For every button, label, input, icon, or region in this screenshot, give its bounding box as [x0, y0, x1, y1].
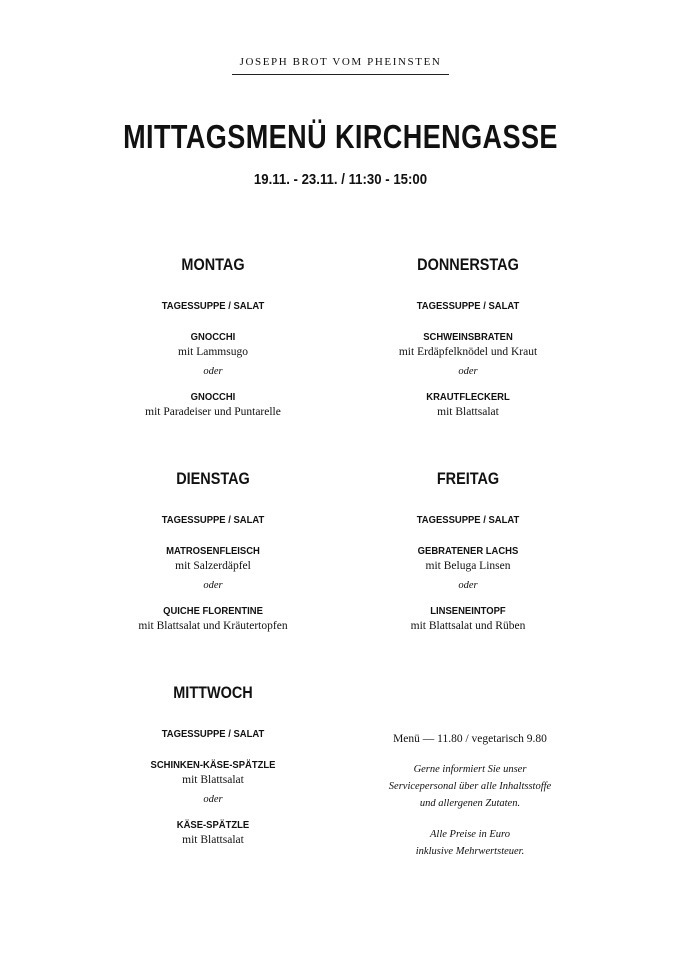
day-block-freitag [338, 468, 598, 634]
dish-description: mit Salzerdäpfel [175, 560, 251, 572]
day-block-donnerstag [338, 254, 598, 420]
page-title: MITTAGSMENÜ KIRCHENGASSE [123, 118, 558, 155]
dish-description: mit Blattsalat [182, 834, 244, 846]
soup-salad-label: TAGESSUPPE / SALAT [161, 300, 265, 312]
dish-description: mit Beluga Linsen [425, 560, 511, 572]
dish-name: GNOCCHI [190, 331, 236, 343]
allergen-note-line: Gerne informiert Sie unser [413, 764, 527, 775]
dish-description: mit Lammsugo [178, 346, 248, 358]
oder-separator: oder [458, 366, 478, 377]
dish-name: GEBRATENER LACHS [417, 545, 519, 557]
day-block-mittwoch [83, 682, 343, 848]
day-name: FREITAG [436, 469, 500, 488]
allergen-note-line: Servicepersonal über alle Inhaltsstoffe [388, 781, 552, 792]
dish-name: LINSENEINTOPF [430, 605, 506, 617]
oder-separator: oder [203, 794, 223, 805]
dish-description: mit Blattsalat und Kräutertopfen [138, 620, 288, 632]
soup-salad-label: TAGESSUPPE / SALAT [161, 514, 265, 526]
day-block-dienstag [83, 468, 343, 634]
dish-name: MATROSENFLEISCH [166, 545, 260, 557]
dish-description: mit Blattsalat [182, 774, 244, 786]
oder-separator: oder [458, 580, 478, 591]
soup-salad-label: TAGESSUPPE / SALAT [416, 300, 520, 312]
menu-notes [340, 731, 600, 860]
day-name: DONNERSTAG [417, 255, 519, 274]
day-block-montag [83, 254, 343, 420]
date-time-range: 19.11. - 23.11. / 11:30 - 15:00 [253, 171, 428, 188]
soup-salad-label: TAGESSUPPE / SALAT [416, 514, 520, 526]
dish-name: SCHWEINSBRATEN [423, 331, 513, 343]
tax-note-line: Alle Preise in Euro [430, 829, 510, 840]
brand-name: JOSEPH BROT VOM PHEINSTEN [232, 56, 450, 75]
dish-description: mit Erdäpfelknödel und Kraut [398, 346, 538, 358]
allergen-note-line: und allergenen Zutaten. [419, 798, 521, 809]
oder-separator: oder [203, 366, 223, 377]
dish-name: KRAUTFLECKERL [426, 391, 510, 403]
tax-note [340, 826, 600, 860]
oder-separator: oder [203, 580, 223, 591]
tax-note-line: inklusive Mehrwertsteuer. [415, 846, 525, 857]
menu-price: Menü — 11.80 / vegetarisch 9.80 [393, 733, 547, 745]
day-name: MITTWOCH [173, 683, 253, 702]
brand-header [0, 52, 681, 75]
day-name: DIENSTAG [176, 469, 250, 488]
allergen-note [340, 761, 600, 812]
soup-salad-label: TAGESSUPPE / SALAT [161, 728, 265, 740]
dish-description: mit Blattsalat und Rüben [410, 620, 526, 632]
dish-description: mit Paradeiser und Puntarelle [145, 406, 281, 418]
day-name: MONTAG [181, 255, 245, 274]
dish-name: KÄSE-SPÄTZLE [176, 819, 250, 831]
dish-name: GNOCCHI [190, 391, 236, 403]
dish-name: QUICHE FLORENTINE [163, 605, 263, 617]
dish-name: SCHINKEN-KÄSE-SPÄTZLE [150, 759, 276, 771]
dish-description: mit Blattsalat [437, 406, 499, 418]
